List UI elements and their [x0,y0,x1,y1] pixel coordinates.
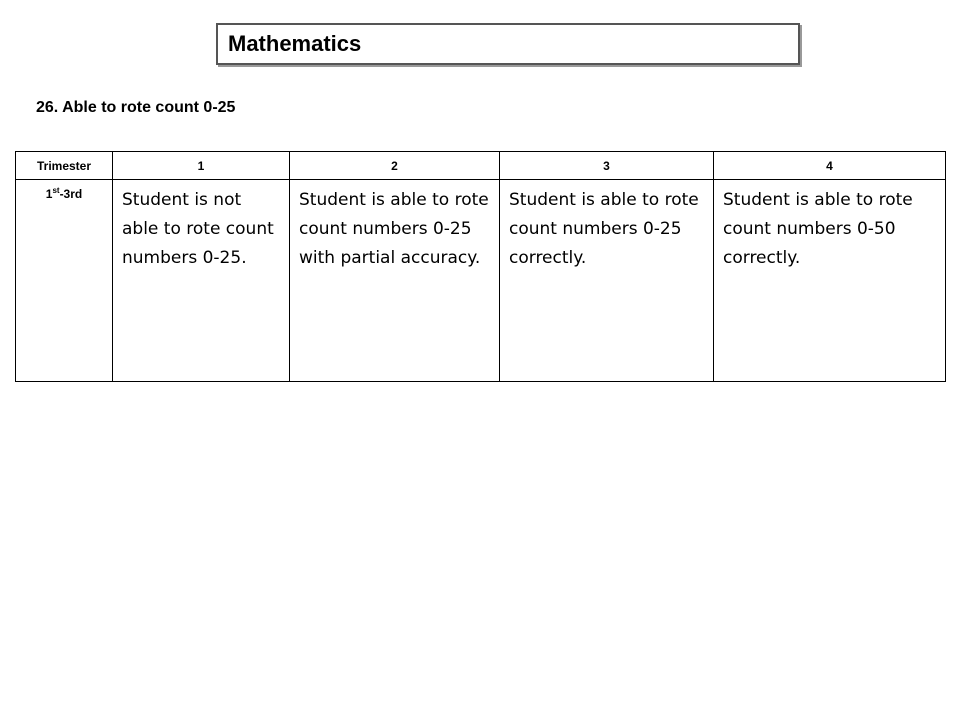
trimester-range: -3rd [59,187,83,201]
item-heading: 26. Able to rote count 0-25 [36,99,236,116]
header-cell-level-4: 4 [714,152,946,180]
trimester-number: 1 [45,187,53,201]
trimester-superscript: st [52,186,60,195]
header-cell-level-1: 1 [113,152,290,180]
header-cell-trimester: Trimester [16,152,113,180]
page-title: Mathematics [228,31,362,56]
level-4-description: Student is able to rote count numbers 0-50 correctly. [714,180,946,382]
trimester-cell [16,180,113,382]
level-2-description: Student is able to rote count numbers 0-25 with partial accuracy. [290,180,500,382]
level-1-description: Student is not able to rote count numbers 0-25. [113,180,290,382]
header-cell-level-3: 3 [500,152,714,180]
table-header-row [16,152,946,180]
level-3-description: Student is able to rote count numbers 0-25 correctly. [500,180,714,382]
table-row [16,180,946,382]
rubric-table [15,151,946,382]
header-cell-level-2: 2 [290,152,500,180]
title-box [216,23,800,65]
